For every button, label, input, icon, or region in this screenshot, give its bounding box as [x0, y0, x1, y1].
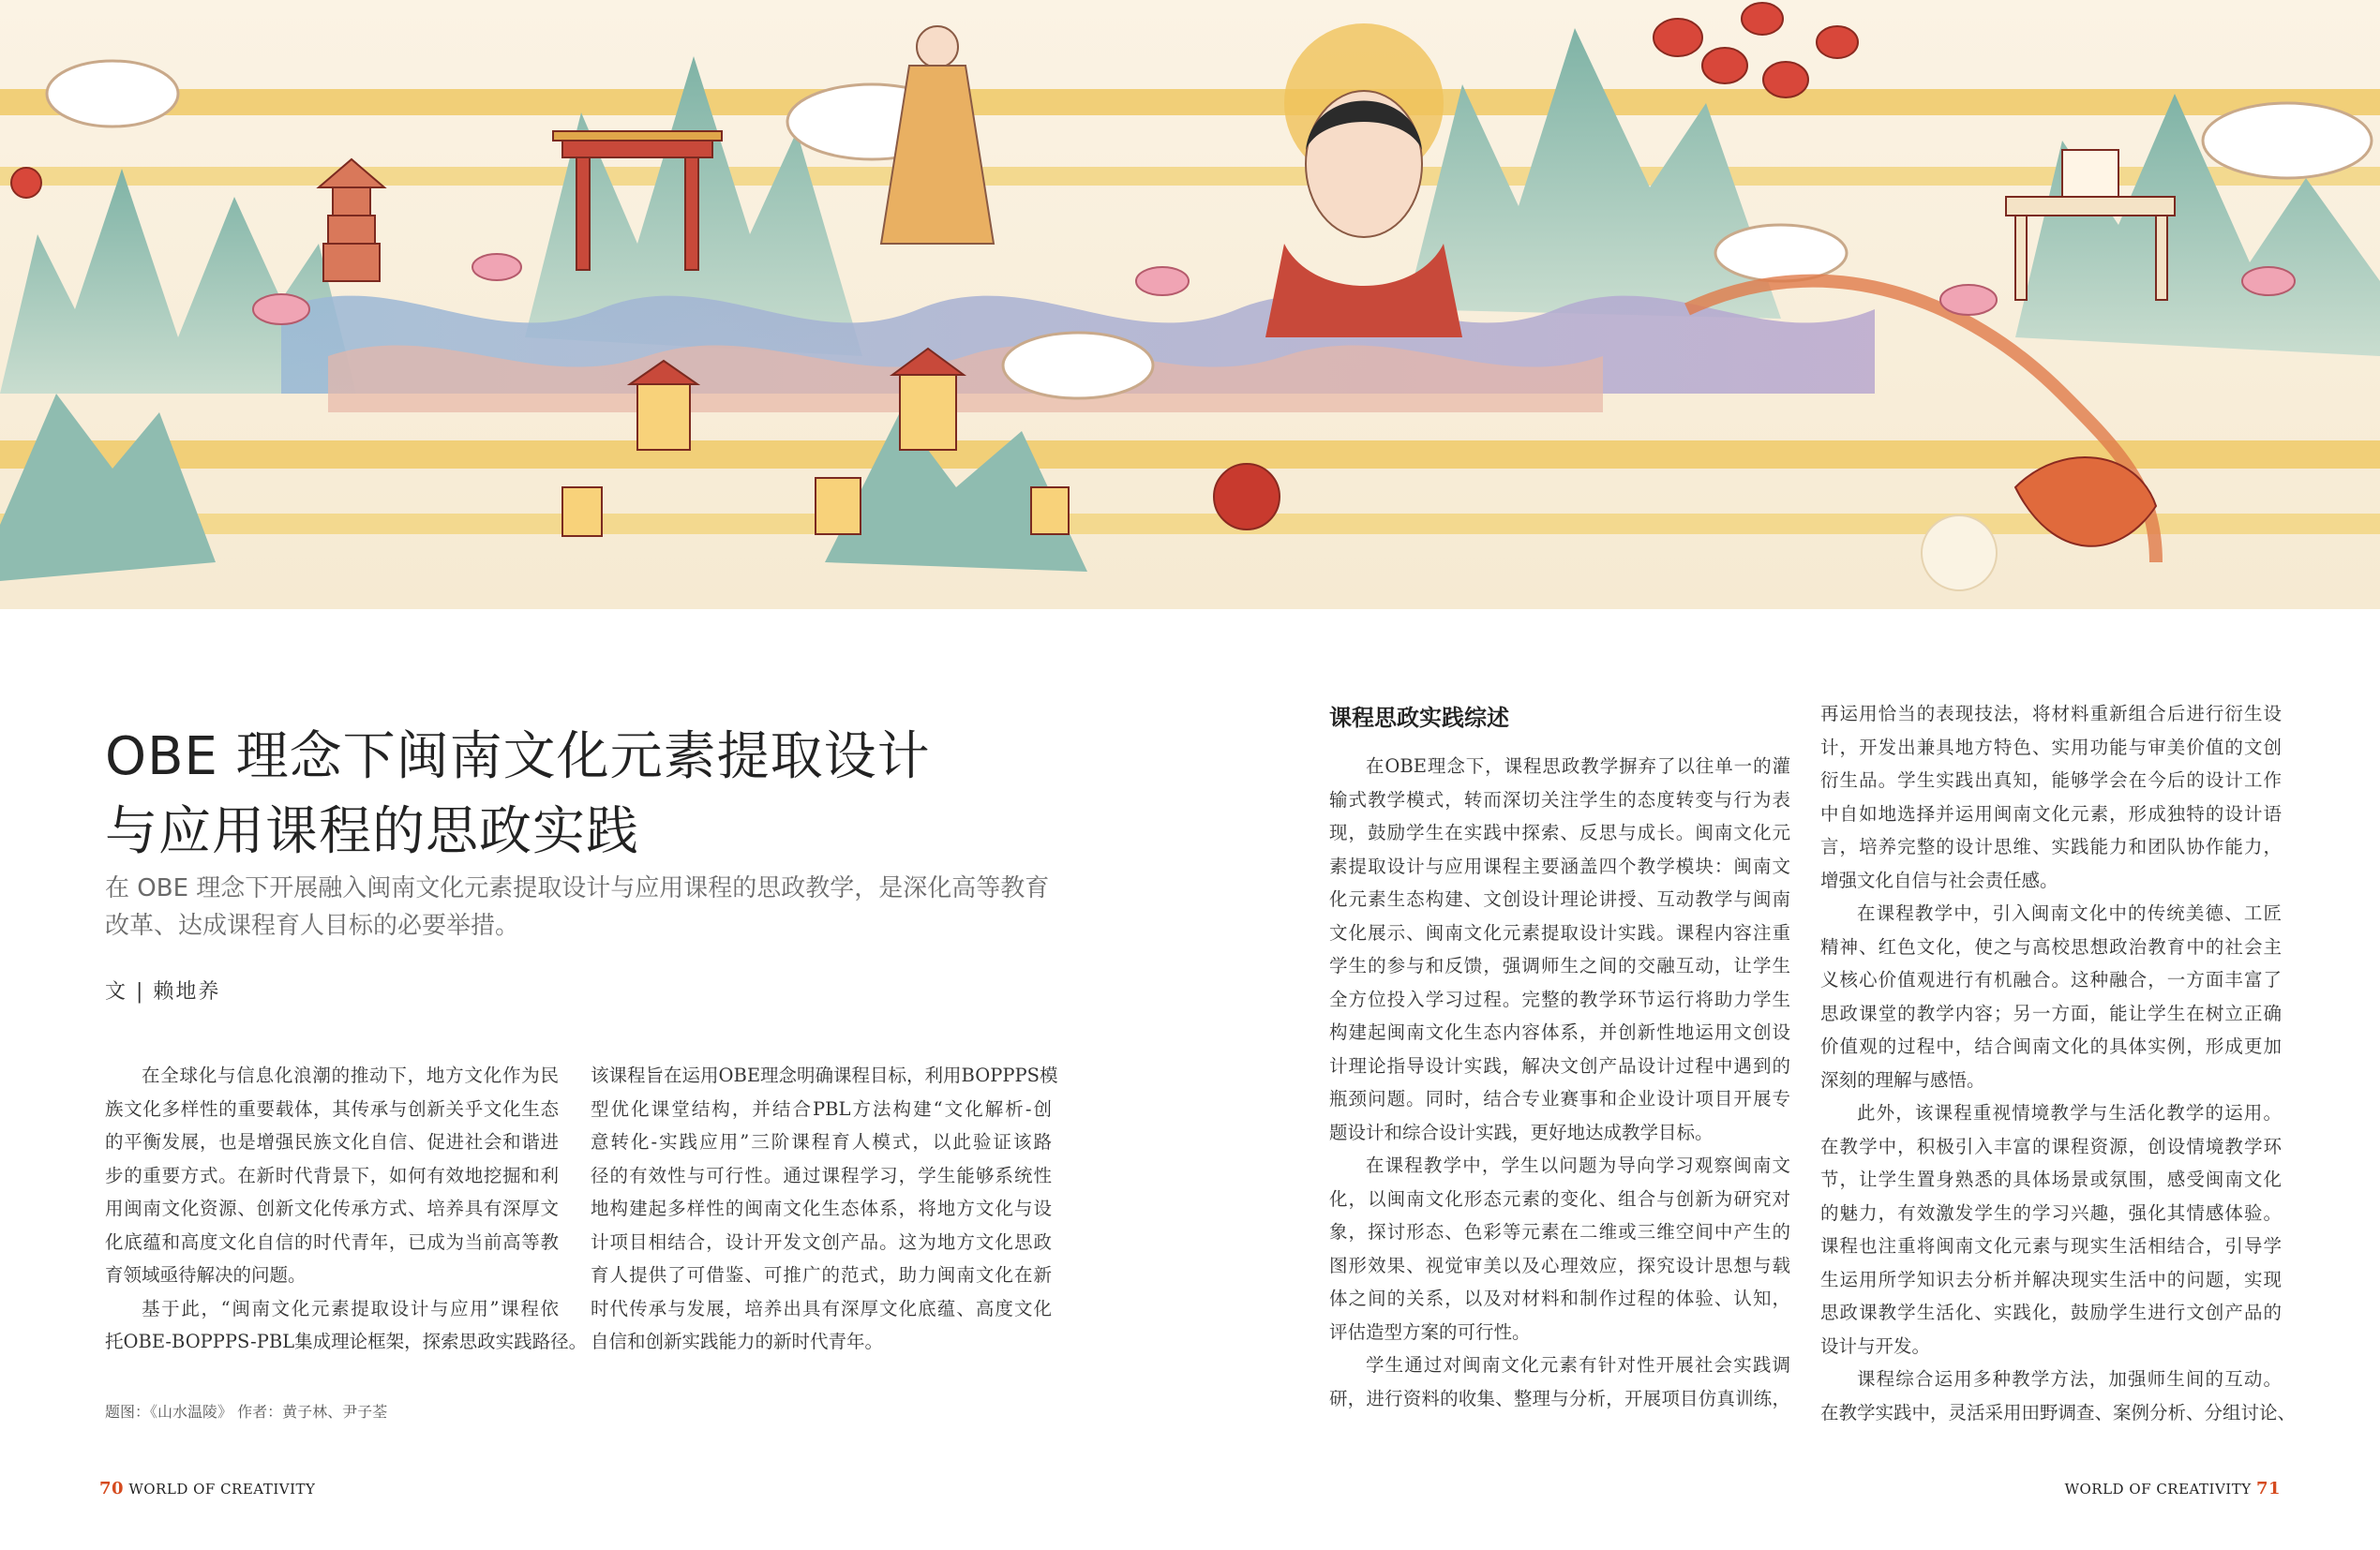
paragraph-line: 义核心价值观进行有机融合。这种融合，一方面丰富了	[1820, 969, 2282, 991]
paragraph-line: 研，进行资料的收集、整理与分析，开展项目仿真训练，	[1329, 1387, 1790, 1409]
paragraph-line: 化，以闽南文化形态元素的变化、组合与创新为研究对	[1329, 1187, 1790, 1210]
paragraph-line: 象，探讨形态、色彩等元素在二维或三维空间中产生的	[1329, 1221, 1790, 1243]
paragraph-line: 价值观的过程中，结合闽南文化的具体实例，形成更加	[1820, 1036, 2282, 1057]
paragraph-line: 深刻的理解与感悟。	[1820, 1068, 1985, 1091]
paragraph-line: 用闽南文化资源、创新文化传承方式、培养具有深厚文	[105, 1198, 559, 1219]
magazine-name: WORLD OF CREATIVITY	[128, 1481, 316, 1498]
body-column-2	[591, 1059, 1058, 1359]
paragraph-line: 学生的参与和反馈，强调师生之间的交融互动，让学生	[1329, 955, 1790, 976]
paragraph-line: 育人提供了可借鉴、可推广的范式，助力闽南文化在新	[591, 1264, 1052, 1286]
section-heading: 课程思政实践综述	[1329, 705, 1509, 731]
article-title	[105, 720, 1005, 870]
magazine-name: WORLD OF CREATIVITY	[2064, 1481, 2252, 1498]
paragraph-line: 计项目相结合，设计开发文创产品。这为地方文化思政	[591, 1230, 1052, 1253]
paragraph-line: 再运用恰当的表现技法，将材料重新组合后进行衍生设	[1820, 703, 2282, 724]
landscape-illustration	[0, 0, 2380, 609]
author-byline: 文 | 赖地养	[105, 980, 221, 1004]
paragraph-line: 精神、红色文化，使之与高校思想政治教育中的社会主	[1820, 935, 2282, 958]
title-line-1: OBE 理念下闽南文化元素提取设计	[105, 725, 931, 787]
paragraph-line: 自信和创新实践能力的新时代青年。	[591, 1331, 884, 1352]
paragraph-line: 课程也注重将闽南文化元素与现实生活相结合，引导学	[1820, 1235, 2282, 1257]
paragraph-line: 瓶颈问题。同时，结合专业赛事和企业设计项目开展专	[1329, 1088, 1790, 1110]
paragraph-line: 学生通过对闽南文化元素有针对性开展社会实践调	[1366, 1354, 1790, 1376]
paragraph-line: 该课程旨在运用OBE理念明确课程目标，利用BOPPPS模	[591, 1065, 1058, 1086]
body-column-1	[105, 1059, 588, 1359]
article-lead	[105, 870, 1061, 945]
paragraph-line: 在课程教学中，学生以问题为导向学习观察闽南文	[1366, 1155, 1790, 1176]
paragraph-line: 育领域亟待解决的问题。	[105, 1264, 307, 1286]
paragraph-line: 全方位投入学习过程。完整的教学环节运行将助力学生	[1329, 988, 1790, 1010]
paragraph-line: 中自如地选择并运用闽南文化元素，形成独特的设计语	[1820, 802, 2282, 825]
paragraph-line: 步的重要方式。在新时代背景下，如何有效地挖掘和利	[105, 1164, 559, 1186]
paragraph-line: 输式教学模式，转而深切关注学生的态度转变与行为表	[1329, 788, 1790, 811]
paragraph-line: 节，让学生置身熟悉的具体场景或氛围，感受闽南文化	[1820, 1169, 2282, 1190]
paragraph-line: 型优化课堂结构，并结合PBL方法构建“文化解析-创	[591, 1097, 1052, 1120]
paragraph-line: 在教学实践中，灵活采用田野调查、案例分析、分组讨论、	[1820, 1401, 2297, 1423]
paragraph-line: 体之间的关系，以及对材料和制作过程的体验、认知，	[1329, 1288, 1790, 1309]
paragraph-line: 衍生品。学生实践出真知，能够学会在今后的设计工作	[1820, 769, 2282, 791]
paragraph-line: 课程综合运用多种教学方法，加强师生间的互动。	[1857, 1368, 2282, 1390]
lead-line-1: 在 OBE 理念下开展融入闽南文化元素提取设计与应用课程的思政教学，是深化高等教育	[105, 874, 1050, 902]
paragraph-line: 生运用所学知识去分析并解决现实生活中的问题，实现	[1820, 1268, 2282, 1290]
paragraph-line: 在OBE理念下，课程思政教学摒弃了以往单一的灌	[1366, 755, 1790, 777]
paragraph-line: 构建起闽南文化生态内容体系，并创新性地运用文创设	[1329, 1021, 1790, 1043]
body-column-3	[1329, 750, 1790, 1415]
paragraph-line: 的平衡发展，也是增强民族文化自信、促进社会和谐进	[105, 1131, 559, 1153]
paragraph-line: 化底蕴和高度文化自信的时代青年，已成为当前高等教	[105, 1230, 559, 1253]
paragraph-line: 言，培养完整的设计思维、实践能力和团队协作能力，	[1820, 836, 2282, 857]
paragraph-line: 思政课教学生活化、实践化，鼓励学生进行文创产品的	[1820, 1302, 2282, 1323]
paragraph-line: 文化展示、闽南文化元素提取设计实践。课程内容注重	[1329, 921, 1790, 944]
paragraph-line: 化元素生态构建、文创设计理论讲授、互动教学与闽南	[1329, 888, 1790, 910]
lead-line-2: 改革、达成课程育人目标的必要举措。	[105, 912, 520, 940]
paragraph-line: 的魅力，有效激发学生的学习兴趣，强化其情感体验。	[1820, 1201, 2282, 1224]
paragraph-line: 素提取设计与应用课程主要涵盖四个教学模块：闽南文	[1329, 855, 1790, 877]
paragraph-line: 基于此，“闽南文化元素提取设计与应用”课程依	[142, 1297, 559, 1319]
page-number-right	[2065, 1479, 2281, 1498]
paragraph-line: 题设计和综合设计实践，更好地达成教学目标。	[1329, 1121, 1714, 1143]
paragraph-line: 此外，该课程重视情境教学与生活化教学的运用。	[1857, 1102, 2282, 1124]
body-column-4	[1820, 697, 2297, 1429]
paragraph-line: 径的有效性与可行性。通过课程学习，学生能够系统性	[591, 1164, 1052, 1186]
paragraph-line: 托OBE-BOPPPS-PBL集成理论框架，探索思政实践路径。	[105, 1331, 588, 1352]
folio-number: 71	[2255, 1479, 2281, 1498]
title-line-2: 与应用课程的思政实践	[105, 800, 639, 862]
paragraph-line: 增强文化自信与社会责任感。	[1820, 869, 2058, 891]
header-illustration	[0, 0, 2380, 609]
paragraph-line: 时代传承与发展，培养出具有深厚文化底蕴、高度文化	[591, 1297, 1052, 1319]
paragraph-line: 在教学中，积极引入丰富的课程资源，创设情境教学环	[1820, 1135, 2282, 1157]
paragraph-line: 地构建起多样性的闽南文化生态体系，将地方文化与设	[591, 1198, 1052, 1219]
paragraph-line: 图形效果、视觉审美以及心理效应，探究设计思想与载	[1329, 1254, 1790, 1276]
paragraph-line: 计，开发出兼具地方特色、实用功能与审美价值的文创	[1820, 736, 2282, 758]
folio-number: 70	[99, 1479, 125, 1498]
paragraph-line: 族文化多样性的重要载体，其传承与创新关乎文化生态	[105, 1097, 559, 1120]
page-number-left	[99, 1479, 315, 1498]
paragraph-line: 在全球化与信息化浪潮的推动下，地方文化作为民	[142, 1065, 559, 1086]
paragraph-line: 思政课堂的教学内容；另一方面，能让学生在树立正确	[1820, 1002, 2282, 1024]
paragraph-line: 意转化-实践应用”三阶课程育人模式，以此验证该路	[591, 1131, 1052, 1153]
paragraph-line: 现，鼓励学生在实践中探索、反思与成长。闽南文化元	[1329, 822, 1790, 843]
illustration-caption: 题图：《山水温陵》 作者：黄子林、尹子荃	[105, 1403, 388, 1421]
paragraph-line: 在课程教学中，引入闽南文化中的传统美德、工匠	[1857, 902, 2282, 924]
paragraph-line: 评估造型方案的可行性。	[1329, 1320, 1531, 1343]
paragraph-line: 计理论指导设计实践，解决文创产品设计过程中遇到的	[1329, 1054, 1790, 1077]
paragraph-line: 设计与开发。	[1820, 1334, 1931, 1357]
